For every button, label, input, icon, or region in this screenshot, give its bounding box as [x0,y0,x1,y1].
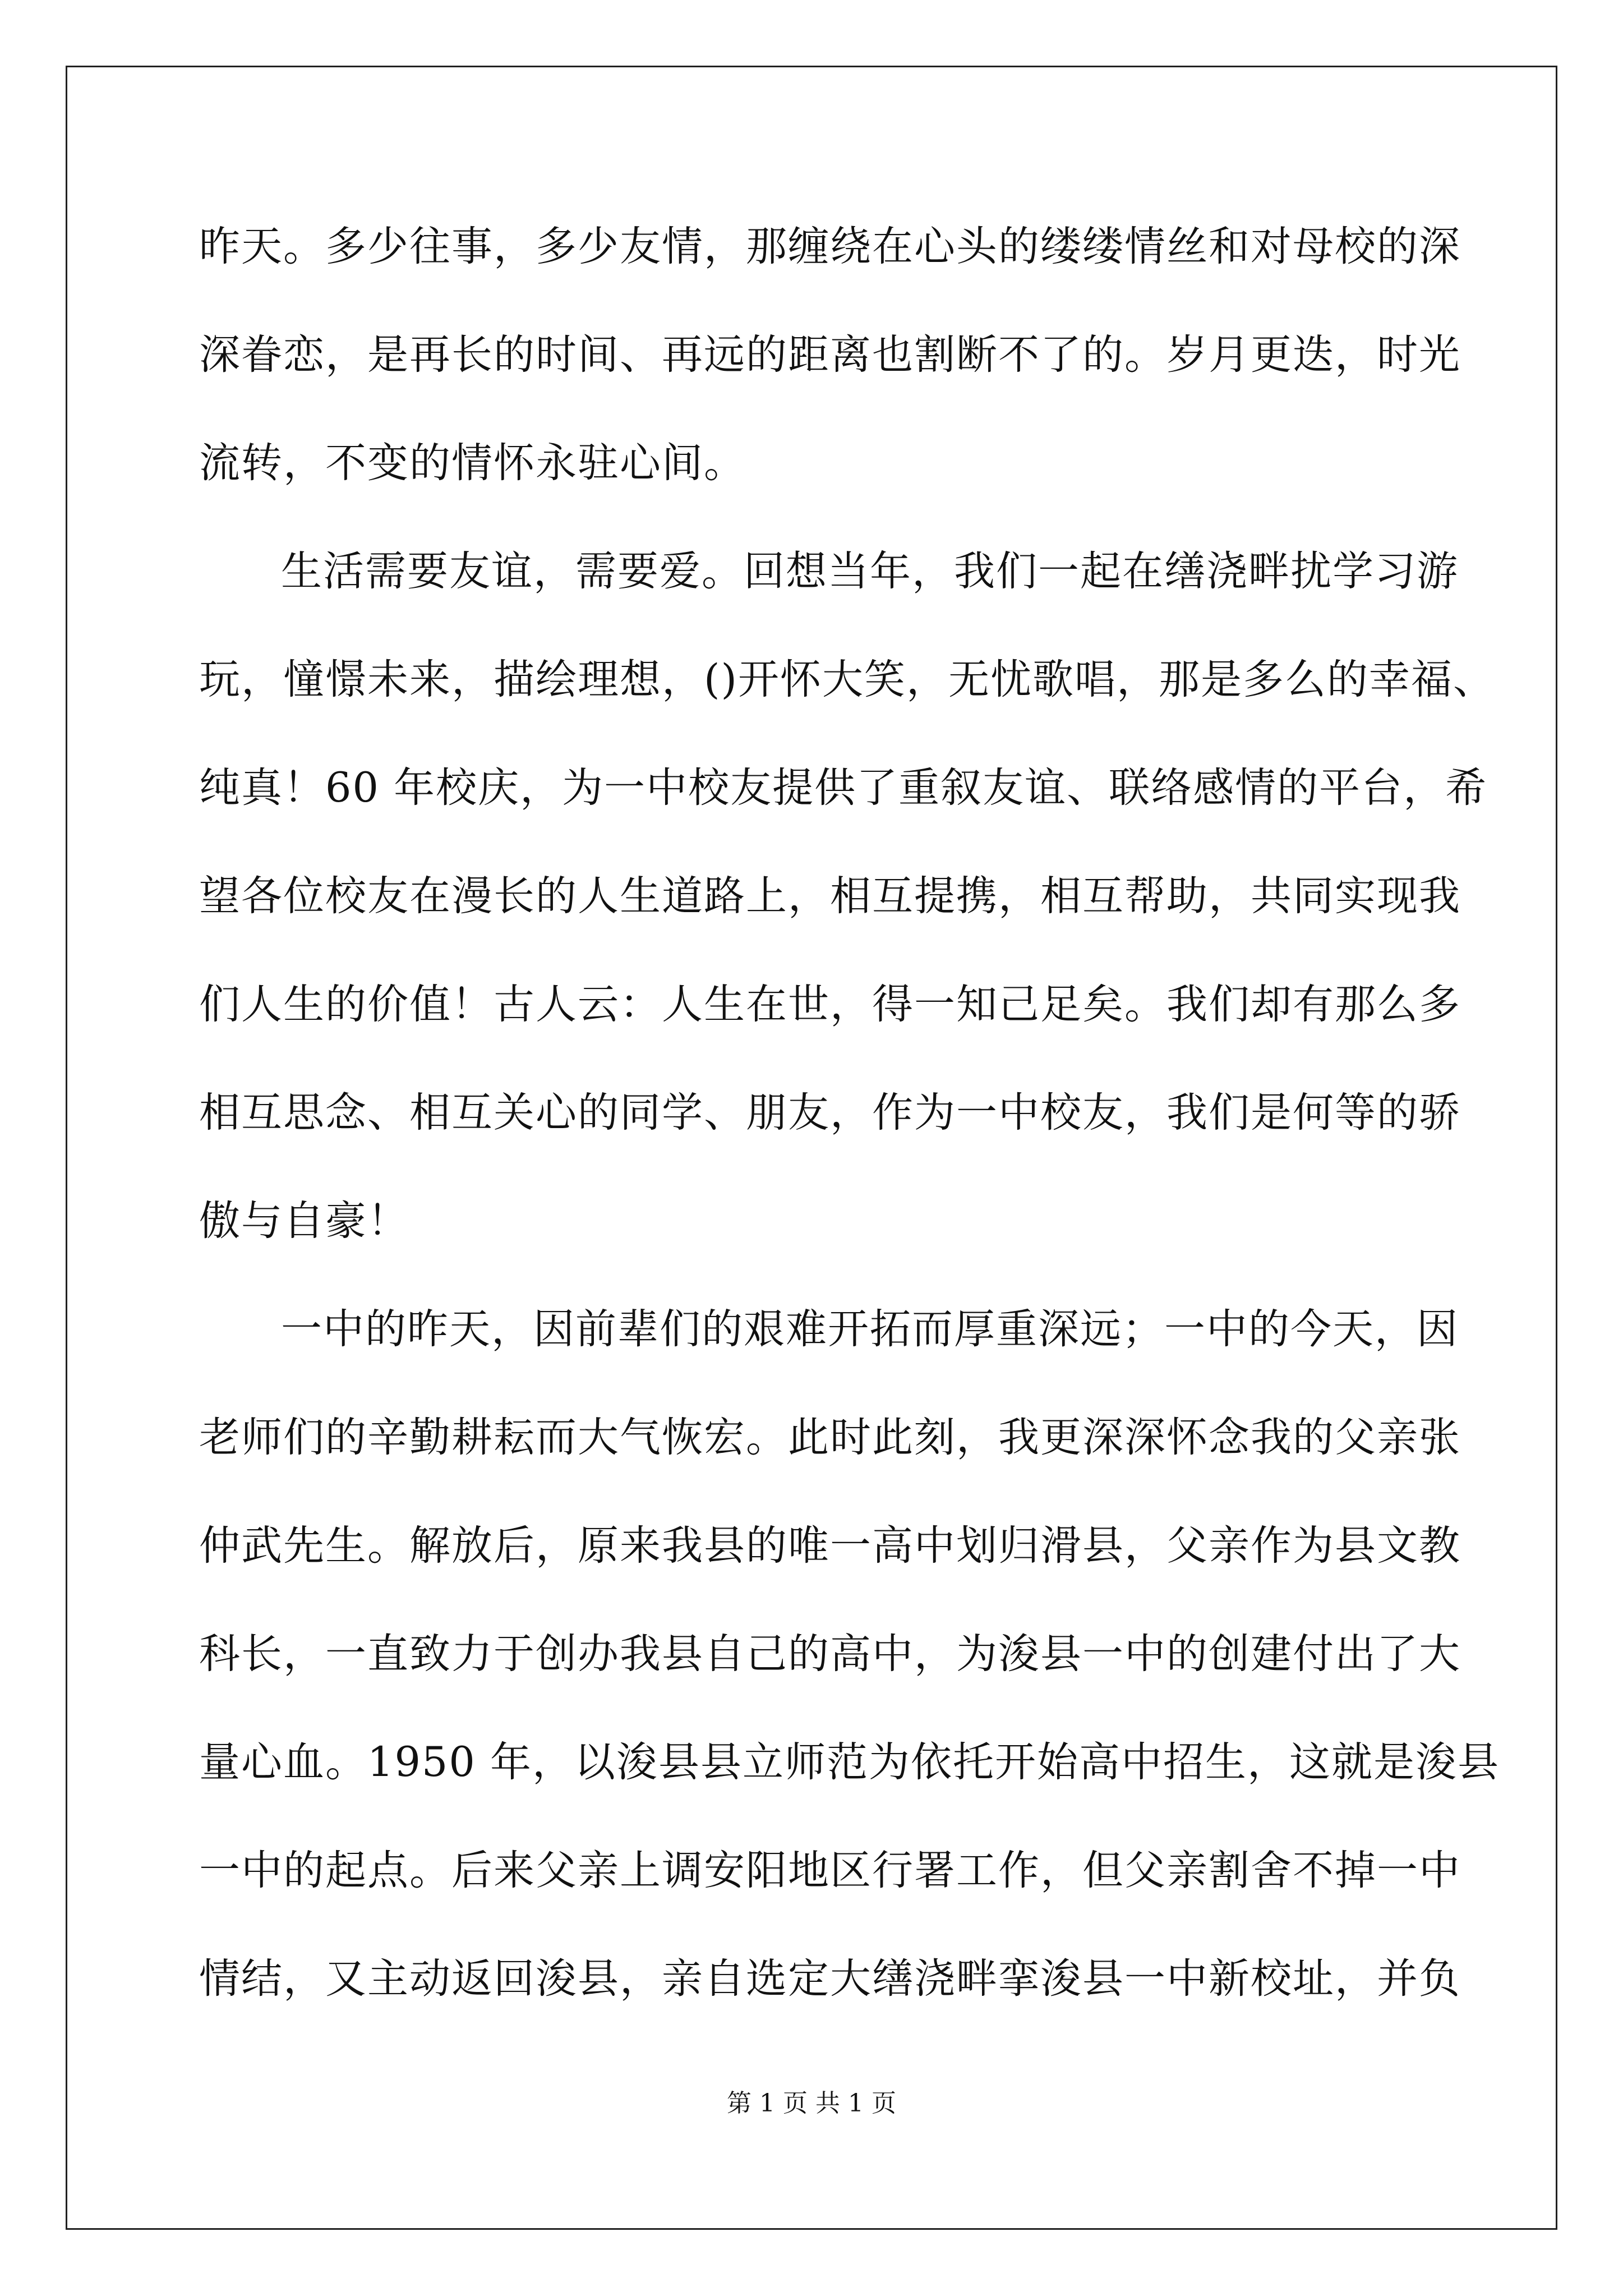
text-line: 纯真！60 年校庆，为一中校友提供了重叙友谊、联络感情的平台，希 [199,764,1488,812]
text-line: 玩，憧憬未来，描绘理想，()开怀大笑，无忧歌唱，那是多么的幸福、 [199,656,1495,703]
page-frame [66,66,1557,2230]
text-line: 昨天。多少往事，多少友情，那缠绕在心头的缕缕情丝和对母校的深 [199,223,1461,270]
text-line: 流转，不变的情怀永驻心间。 [199,439,746,487]
text-line: 深眷恋，是再长的时间、再远的距离也割断不了的。岁月更迭，时光 [199,331,1461,379]
text-line: 科长，一直致力于创办我县自己的高中，为浚县一中的创建付出了大 [199,1630,1461,1678]
paragraph-start-line: 生活需要友谊，需要爱。回想当年，我们一起在缮浇畔扰学习游 [281,547,1459,595]
text-line: 们人生的价值！古人云：人生在世，得一知己足矣。我们却有那么多 [199,981,1461,1028]
text-line: 傲与自豪！ [199,1197,409,1245]
text-line: 老师们的辛勤耕耘而大气恢宏。此时此刻，我更深深怀念我的父亲张 [199,1414,1461,1461]
text-line: 一中的起点。后来父亲上调安阳地区行署工作，但父亲割舍不掉一中 [199,1847,1461,1894]
text-line: 相互思念、相互关心的同学、朋友，作为一中校友，我们是何等的骄 [199,1089,1461,1137]
text-line: 望各位校友在漫长的人生道路上，相互提携，相互帮助，共同实现我 [199,872,1461,920]
paragraph-start-line: 一中的昨天，因前辈们的艰难开拓而厚重深远；一中的今天，因 [281,1305,1459,1353]
page-number: 第 1 页 共 1 页 [727,2089,896,2118]
text-line: 量心血。1950 年，以浚县县立师范为依托开始高中招生，这就是浚县 [199,1738,1500,1786]
text-line: 仲武先生。解放后，原来我县的唯一高中划归滑县，父亲作为县文教 [199,1522,1461,1570]
text-line: 情结，又主动返回浚县，亲自选定大缮浇畔挛浚县一中新校址，并负 [199,1955,1461,2003]
